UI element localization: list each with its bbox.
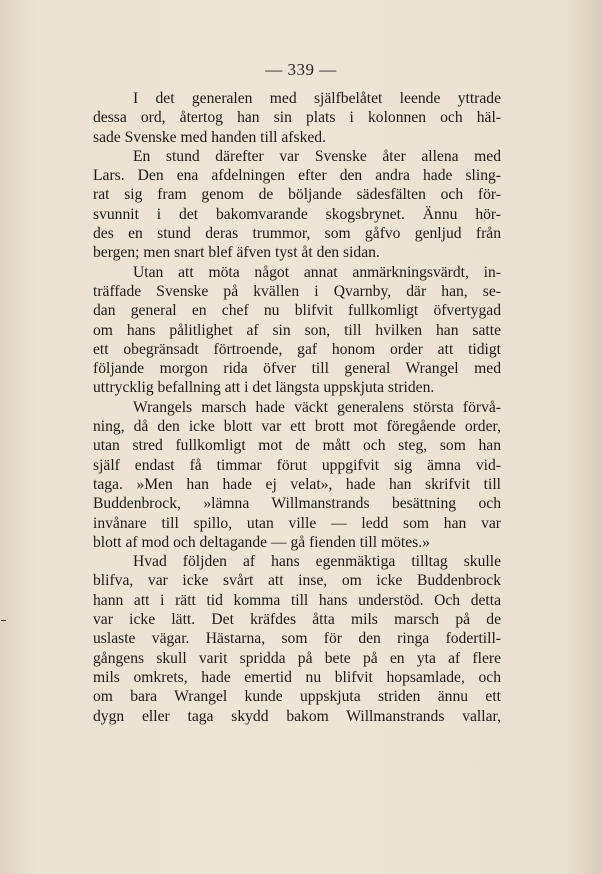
text-line: Utan att möta något annat anmärkningsvärdt, in- (133, 263, 501, 281)
text-line: Buddenbrock, »lämna Willmanstrands besättning och (93, 495, 501, 513)
text-line: följande morgon rida öfver till general Wrangel med (93, 360, 501, 378)
text-line: om bara Wrangel kunde uppskjuta striden ännu ett (93, 688, 501, 706)
text-line: ett obegränsadt förtroende, gaf honom order att tidigt (93, 340, 501, 358)
text-line: mils omkrets, hade emertid nu blifvit hopsamlade, och (93, 668, 501, 686)
text-line: taga. »Men han hade ej velat», hade han skrifvit till (93, 475, 501, 493)
text-line: svunnit i det bakomvarande skogsbrynet. Ännu hör- (93, 205, 501, 223)
text-line: gångens skull varit spridda på bete på en yta af flere (93, 649, 501, 667)
text-line: träffade Svenske på kvällen i Qvarnby, där han, se- (93, 282, 501, 300)
text-line: invånare till spillo, utan ville — ledd som han var (93, 514, 501, 532)
text-line: En stund därefter var Svenske åter allena med (133, 147, 501, 165)
text-line: rat sig fram genom de böljande sädesfälten och för- (93, 186, 501, 204)
text-line: hann att i rätt tid komma till hans understöd. Och detta (93, 591, 501, 609)
text-line: uslaste vägar. Hästarna, som för den ringa fodertill- (93, 630, 501, 648)
text-line: dessa ord, återtog han sin plats i kolonnen och häl- (93, 109, 501, 127)
text-line: Lars. Den ena afdelningen efter den andra hade sling- (93, 167, 501, 185)
text-line: dygn eller taga skydd bakom Willmanstrands vallar, (93, 707, 501, 725)
text-line: själf endast få timmar förut uppgifvit sig ämna vid- (93, 456, 501, 474)
text-line: Wrangels marsch hade väckt generalens största förvå- (133, 398, 501, 416)
text-line: dan general en chef nu blifvit fullkomligt öfvertygad (93, 302, 501, 320)
text-line: om hans pålitlighet af sin son, till hvilken han satte (93, 321, 501, 339)
text-line: uttrycklig befallning att i det längsta uppskjuta striden. (93, 379, 435, 397)
text-line: sade Svenske med handen till afsked. (93, 128, 326, 146)
text-line: Hvad följden af hans egenmäktiga tilltag skulle (133, 553, 501, 571)
text-line: blifva, var icke svårt att inse, om icke Buddenbrock (93, 572, 501, 590)
text-line: var icke lätt. Det kräfdes åtta mils marsch på de (93, 611, 501, 629)
page-number: — 339 — (265, 60, 337, 79)
text-line: des en stund deras trummor, som gåfvo genljud från (93, 225, 501, 243)
text-line: ning, då den icke blott var ett brott mot föregående order, (93, 418, 501, 436)
text-line: bergen; men snart blef äfven tyst åt den sidan. (93, 244, 380, 262)
text-line: blott af mod och deltagande — gå fienden till mötes.» (93, 533, 430, 551)
body-text (93, 89, 501, 726)
margin-mark (1, 620, 6, 621)
text-line: utan stred fullkomligt mot de mått och steg, som han (93, 437, 501, 455)
text-line: I det generalen med själfbelåtet leende yttrade (133, 90, 501, 107)
